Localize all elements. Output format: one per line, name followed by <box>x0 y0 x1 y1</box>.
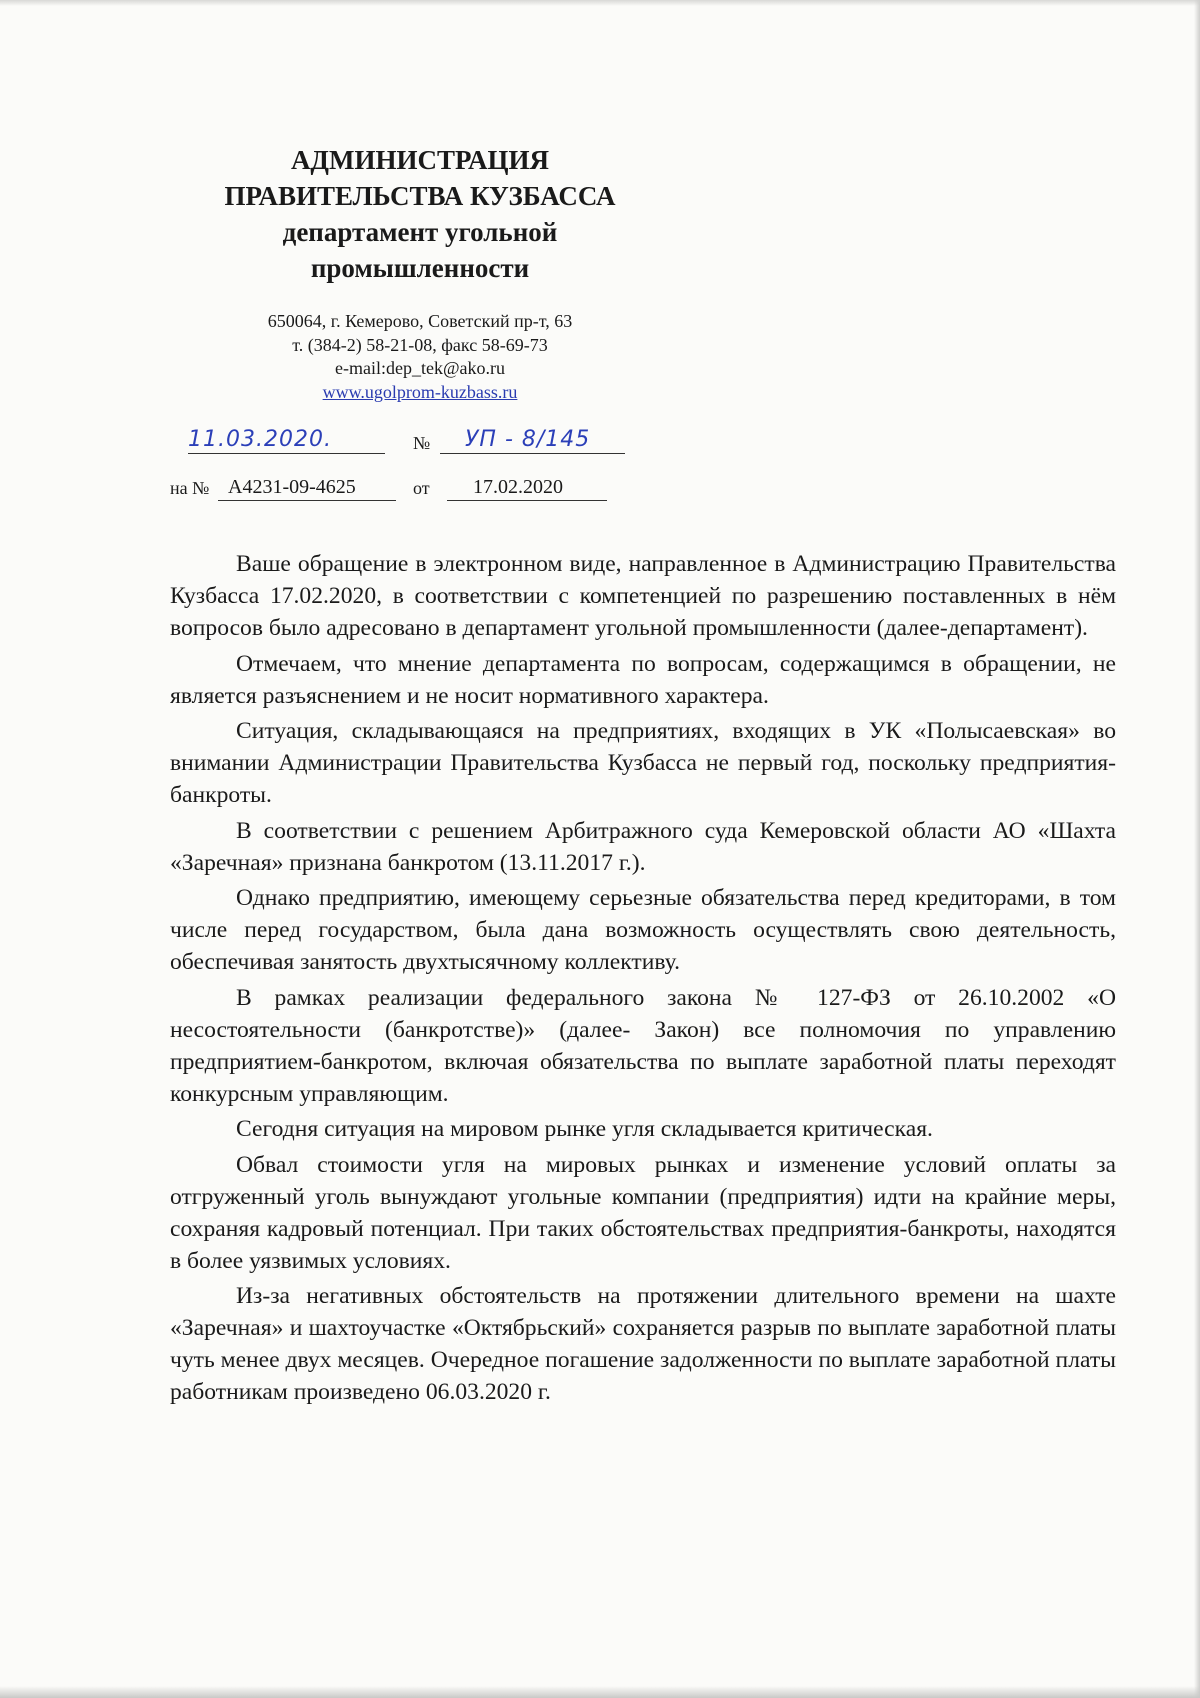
scan-edge-right <box>1194 0 1200 1698</box>
number-label: № <box>413 433 431 453</box>
number-underline <box>440 453 625 454</box>
paragraph: В рамках реализации федерального закона № 127-ФЗ от 26.10.2002 «О несостоятельности (банкротстве)» (далее- Закон) все полномочия по управлению предприятием-банкротом, включая обязательства по выплате заработной платы переходят конкурсным управляющим. <box>170 984 1116 1107</box>
outgoing-date: 11.03.2020. <box>188 427 332 452</box>
paragraph: Ситуация, складывающаяся на предприятиях, входящих в УК «Полысаевская» во внимании Администрации Правительства Кузбасса не первый год, поскольку предприятия-банкроты. <box>170 718 1116 808</box>
reply-number: А4231-09-4625 <box>228 476 356 498</box>
scan-edge-bottom <box>0 1686 1200 1698</box>
reply-from-label: от <box>413 478 430 498</box>
phone-fax: т. (384-2) 58-21-08, факс 58-69-73 <box>292 334 548 355</box>
reply-reference <box>170 476 670 504</box>
letterhead-line-2: ПРАВИТЕЛЬСТВА КУЗБАССА <box>224 181 616 211</box>
reply-prefix: на № <box>170 478 210 498</box>
letterhead-line-4: промышленности <box>310 253 530 283</box>
letterhead <box>180 142 660 286</box>
paragraph: Сегодня ситуация на мировом рынке угля складывается критическая. <box>236 1116 933 1142</box>
reply-number-underline <box>218 500 396 501</box>
outgoing-number: УП - 8/145 <box>465 427 591 452</box>
website-link[interactable]: www.ugolprom-kuzbass.ru <box>322 381 518 402</box>
email: e-mail:dep_tek@ako.ru <box>334 358 505 378</box>
reply-date-underline <box>447 500 607 501</box>
contact-block <box>180 310 660 404</box>
paragraph: В соответствии с решением Арбитражного суда Кемеровской области АО «Шахта «Заречная» признана банкротом (13.11.2017 г.). <box>170 817 1116 876</box>
address: 650064, г. Кемерово, Советский пр-т, 63 <box>267 311 573 331</box>
letterhead-line-3: департамент угольной <box>282 217 558 247</box>
letter-body <box>170 548 1116 1412</box>
outgoing-reference <box>170 425 670 465</box>
reply-date: 17.02.2020 <box>473 476 563 498</box>
paragraph: Ваше обращение в электронном виде, направленное в Администрацию Правительства Кузбасса 17.02.2020, в соответствии с компетенцией по разрешению поставленных в нём вопросов было адресовано в департамент угольной промышленности (далее-департамент). <box>170 551 1116 641</box>
paragraph: Однако предприятию, имеющему серьезные обязательства перед кредиторами, в том числе перед государством, была дана возможность осуществлять свою деятельность, обеспечивая занятость двухтысячному коллективу. <box>170 885 1116 975</box>
letterhead-line-1: АДМИНИСТРАЦИЯ <box>290 145 550 175</box>
paragraph: Обвал стоимости угля на мировых рынках и изменение условий оплаты за отгруженный уголь вынуждают угольные компании (предприятия) идти на крайние меры, сохраняя кадровый потенциал. При таких обстоятельствах предприятия-банкроты, находятся в более уязвимых условиях. <box>170 1151 1116 1274</box>
paragraph: Отмечаем, что мнение департамента по вопросам, содержащимся в обращении, не является разъяснением и не носит нормативного характера. <box>170 650 1116 709</box>
paragraph: Из-за негативных обстоятельств на протяжении длительного времени на шахте «Заречная» и шахтоучастке «Октябрьский» сохраняется разрыв по выплате заработной платы чуть менее двух месяцев. Очередное погашение задолженности по выплате заработной платы работникам произведено 06.03.2020 г. <box>170 1283 1116 1405</box>
date-underline <box>188 453 385 454</box>
scan-edge-top <box>0 0 1200 6</box>
